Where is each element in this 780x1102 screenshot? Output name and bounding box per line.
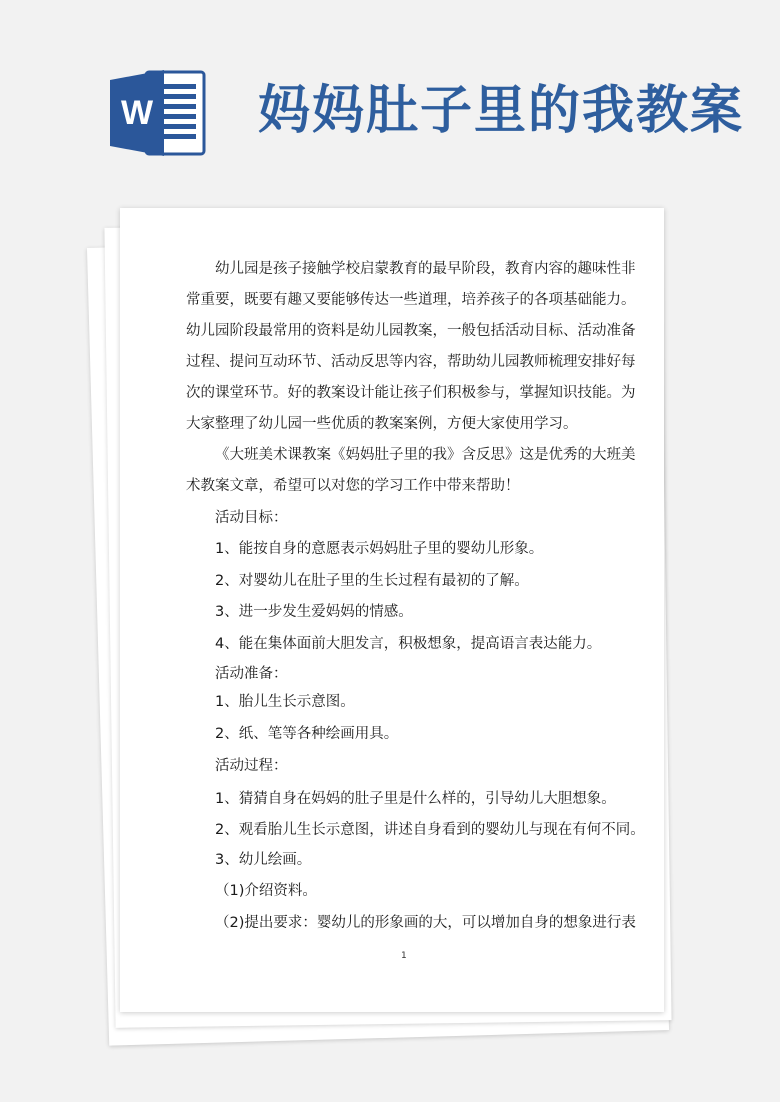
list-item: 2、观看胎儿生长示意图，讲述自身看到的婴幼儿与现在有何不同。	[215, 822, 645, 838]
word-icon-letter: W	[120, 94, 154, 132]
section-heading: 活动准备：	[215, 666, 288, 682]
body-line: 大家整理了幼儿园一些优质的教案案例，方便大家使用学习。	[186, 416, 578, 432]
body-line: 次的课堂环节。好的教案设计能让孩子们积极参与，掌握知识技能。为	[186, 385, 636, 401]
page-number: 1	[401, 951, 407, 961]
list-item: 1、猜猜自身在妈妈的肚子里是什么样的，引导幼儿大胆想象。	[215, 791, 616, 807]
body-line: 幼儿园阶段最常用的资料是幼儿园教案，一般包括活动目标、活动准备	[186, 323, 636, 339]
sub-list-item: （1)介绍资料。	[215, 883, 317, 899]
list-item: 2、纸、笔等各种绘画用具。	[215, 726, 399, 742]
body-line: 过程、提问互动环节、活动反思等内容，帮助幼儿园教师梳理安排好每	[186, 354, 636, 370]
header	[0, 0, 780, 190]
body-line: 常重要，既要有趣又要能够传达一些道理，培养孩子的各项基础能力。	[186, 292, 636, 308]
body-line: 《大班美术课教案《妈妈肚子里的我》含反思》这是优秀的大班美	[215, 447, 636, 463]
document-title: 妈妈肚子里的我教案	[258, 80, 745, 141]
body-line: 术教案文章，希望可以对您的学习工作中带来帮助！	[186, 478, 520, 494]
section-heading: 活动过程：	[215, 758, 288, 774]
body-line: 幼儿园是孩子接触学校启蒙教育的最早阶段，教育内容的趣味性非	[215, 261, 636, 277]
list-item: 1、能按自身的意愿表示妈妈肚子里的婴幼儿形象。	[215, 541, 544, 557]
sub-list-item: （2)提出要求：婴幼儿的形象画的大，可以增加自身的想象进行表	[215, 915, 636, 931]
list-item: 2、对婴幼儿在肚子里的生长过程有最初的了解。	[215, 573, 529, 589]
list-item: 1、胎儿生长示意图。	[215, 694, 355, 710]
list-item: 3、幼儿绘画。	[215, 852, 312, 868]
list-item: 4、能在集体面前大胆发言，积极想象，提高语言表达能力。	[215, 636, 602, 652]
word-document-icon	[108, 68, 208, 158]
list-item: 3、进一步发生爱妈妈的情感。	[215, 604, 413, 620]
section-heading: 活动目标：	[215, 510, 288, 526]
